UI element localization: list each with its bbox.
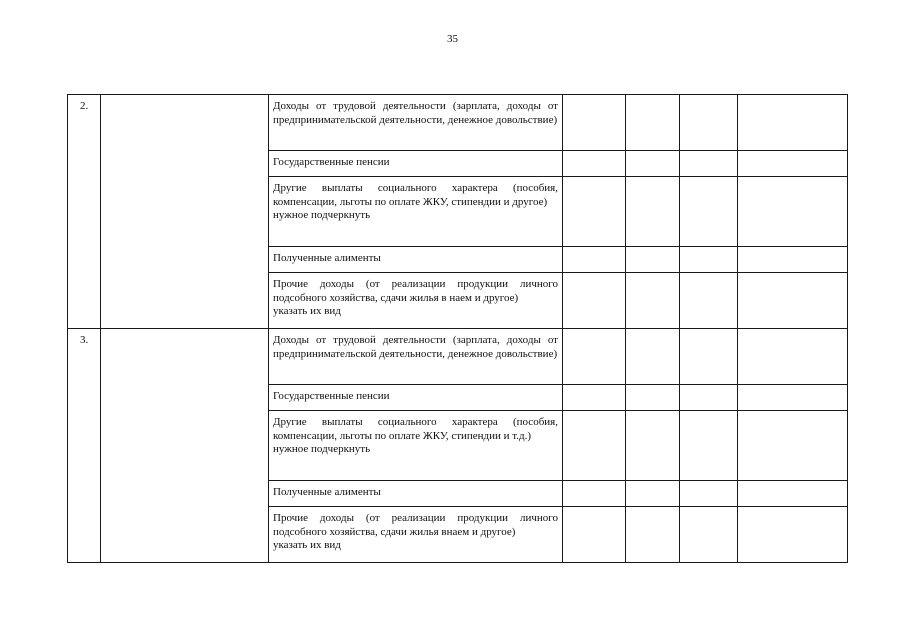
amount-cell[interactable]: [626, 247, 680, 273]
amount-cell[interactable]: [738, 95, 848, 151]
amount-cell[interactable]: [738, 247, 848, 273]
income-type-cell: [269, 177, 563, 247]
amount-cell[interactable]: [626, 507, 680, 563]
row-number-cell: 3.: [68, 329, 101, 563]
income-type-label: Другие выплаты социального характера (пособия, компенсации, льготы по оплате ЖКУ, стипендии и другое): [273, 182, 558, 208]
income-type-label: Доходы от трудовой деятельности (зарплата, доходы от предпринимательской деятельности, денежное довольствие): [273, 334, 558, 360]
income-type-label: Государственные пенсии: [273, 390, 390, 402]
amount-cell[interactable]: [563, 329, 626, 385]
amount-cell[interactable]: [738, 329, 848, 385]
amount-cell[interactable]: [738, 177, 848, 247]
amount-cell[interactable]: [738, 507, 848, 563]
income-type-note: нужное подчеркнуть: [273, 443, 371, 456]
income-type-label: Государственные пенсии: [273, 156, 390, 168]
row-number-cell: 2.: [68, 95, 101, 329]
income-type-cell: [269, 329, 563, 385]
income-table: [67, 94, 848, 563]
amount-cell[interactable]: [626, 95, 680, 151]
amount-cell[interactable]: [626, 329, 680, 385]
table-row: [68, 329, 848, 385]
amount-cell[interactable]: [626, 481, 680, 507]
amount-cell[interactable]: [680, 151, 738, 177]
amount-cell[interactable]: [680, 385, 738, 411]
table-row: [68, 95, 848, 151]
income-type-cell: [269, 507, 563, 563]
amount-cell[interactable]: [563, 247, 626, 273]
amount-cell[interactable]: [626, 411, 680, 481]
income-type-cell: [269, 247, 563, 273]
income-type-label: Прочие доходы (от реализации продукции личного подсобного хозяйства, сдачи жилья внаем и другое): [273, 512, 558, 538]
income-type-cell: [269, 95, 563, 151]
income-type-label: Прочие доходы (от реализации продукции личного подсобного хозяйства, сдачи жилья в наем и другое): [273, 278, 558, 304]
amount-cell[interactable]: [626, 177, 680, 247]
page-number: 35: [447, 33, 458, 45]
amount-cell[interactable]: [680, 95, 738, 151]
family-member-cell[interactable]: [101, 329, 269, 563]
income-type-cell: [269, 273, 563, 329]
amount-cell[interactable]: [563, 151, 626, 177]
amount-cell[interactable]: [680, 273, 738, 329]
income-type-label: Доходы от трудовой деятельности (зарплата, доходы от предпринимательской деятельности, денежное довольствие): [273, 100, 558, 126]
amount-cell[interactable]: [738, 411, 848, 481]
amount-cell[interactable]: [563, 273, 626, 329]
amount-cell[interactable]: [563, 507, 626, 563]
amount-cell[interactable]: [563, 385, 626, 411]
income-type-label: Полученные алименты: [273, 252, 381, 264]
amount-cell[interactable]: [680, 177, 738, 247]
amount-cell[interactable]: [626, 151, 680, 177]
amount-cell[interactable]: [626, 273, 680, 329]
amount-cell[interactable]: [680, 411, 738, 481]
amount-cell[interactable]: [680, 481, 738, 507]
amount-cell[interactable]: [738, 385, 848, 411]
income-type-cell: [269, 481, 563, 507]
income-type-cell: [269, 411, 563, 481]
amount-cell[interactable]: [680, 247, 738, 273]
income-type-note: указать их вид: [273, 305, 341, 318]
income-type-note: нужное подчеркнуть: [273, 209, 371, 222]
income-type-note: указать их вид: [273, 539, 341, 552]
amount-cell[interactable]: [738, 273, 848, 329]
income-type-label: Другие выплаты социального характера (пособия, компенсации, льготы по оплате ЖКУ, стипендии и т.д.): [273, 416, 558, 442]
amount-cell[interactable]: [680, 329, 738, 385]
amount-cell[interactable]: [563, 177, 626, 247]
amount-cell[interactable]: [563, 481, 626, 507]
income-type-label: Полученные алименты: [273, 486, 381, 498]
amount-cell[interactable]: [680, 507, 738, 563]
income-type-cell: [269, 151, 563, 177]
amount-cell[interactable]: [738, 481, 848, 507]
amount-cell[interactable]: [738, 151, 848, 177]
amount-cell[interactable]: [626, 385, 680, 411]
amount-cell[interactable]: [563, 411, 626, 481]
family-member-cell[interactable]: [101, 95, 269, 329]
income-type-cell: [269, 385, 563, 411]
amount-cell[interactable]: [563, 95, 626, 151]
